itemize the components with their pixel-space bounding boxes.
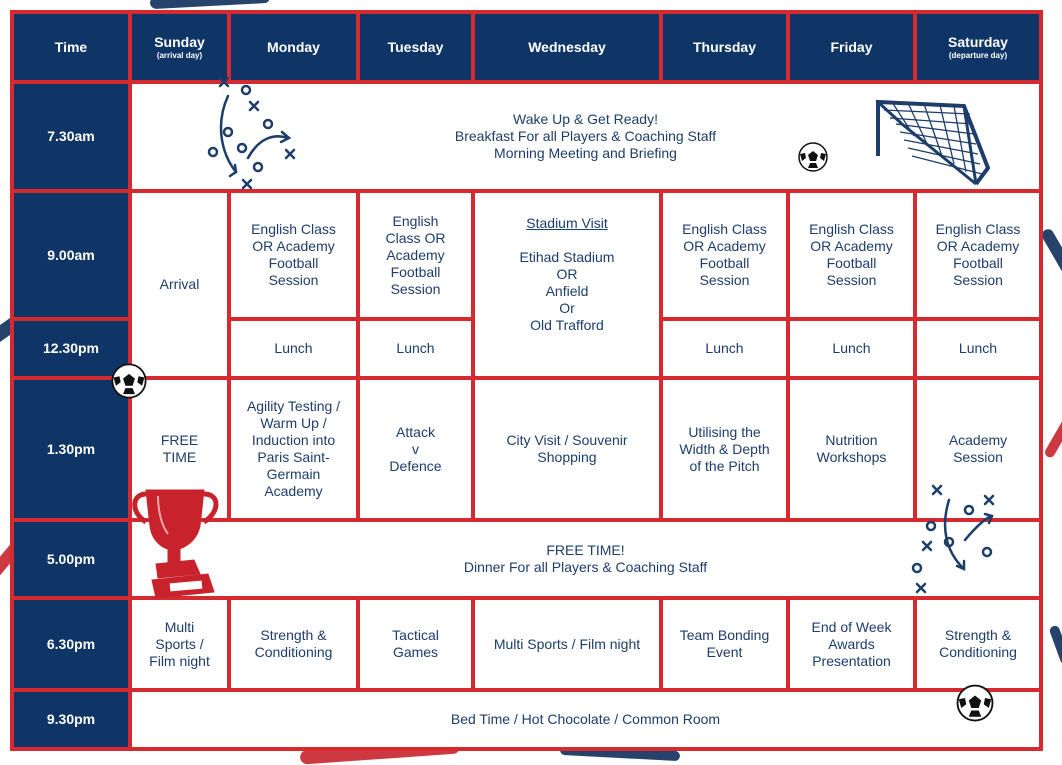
brush-stroke [150,0,270,9]
thursday-evening-cell: Team Bonding Event [663,600,786,688]
sunday-arrival-cell: Arrival [132,193,227,376]
header-thursday: Thursday [663,14,786,80]
header-wednesday: Wednesday [475,14,659,80]
lunch-cell: Lunch [790,321,913,376]
header-friday: Friday [790,14,913,80]
brush-stroke [1043,411,1062,459]
sunday-evening-cell: Multi Sports / Film night [132,600,227,688]
morning-routine-cell: Wake Up & Get Ready! Breakfast For all Players & Coaching Staff Morning Meeting and Briefing [132,84,1039,189]
monday-morning-cell: English Class OR Academy Football Session [231,193,356,317]
brush-stroke [1040,227,1062,285]
wednesday-evening-cell: Multi Sports / Film night [475,600,659,688]
time-slot: 1.30pm [14,380,128,518]
header-sunday: Sunday (arrival day) [132,14,227,80]
sunday-free-time-cell: FREE TIME [132,380,227,518]
tactics-icon [198,72,308,196]
goal-net-icon [872,96,990,188]
saturday-morning-cell: English Class OR Academy Football Session [917,193,1039,317]
tuesday-afternoon-cell: Attack v Defence [360,380,471,518]
header-time: Time [14,14,128,80]
lunch-cell: Lunch [231,321,356,376]
football-icon [797,141,829,173]
lunch-cell: Lunch [360,321,471,376]
bedtime-cell: Bed Time / Hot Chocolate / Common Room [132,692,1039,747]
time-slot: 6.30pm [14,600,128,688]
stadium-visit-title: Stadium Visit [526,215,608,231]
football-icon [955,683,995,723]
time-slot: 9.00am [14,193,128,317]
header-monday: Monday [231,14,356,80]
lunch-cell: Lunch [917,321,1039,376]
friday-morning-cell: English Class OR Academy Football Session [790,193,913,317]
thursday-afternoon-cell: Utilising the Width & Depth of the Pitch [663,380,786,518]
tuesday-evening-cell: Tactical Games [360,600,471,688]
friday-afternoon-cell: Nutrition Workshops [790,380,913,518]
monday-evening-cell: Strength & Conditioning [231,600,356,688]
time-slot: 12.30pm [14,321,128,376]
header-tuesday: Tuesday [360,14,471,80]
wednesday-afternoon-cell: City Visit / Souvenir Shopping [475,380,659,518]
football-icon [110,362,148,400]
saturday-evening-cell: Strength & Conditioning [917,600,1039,688]
tuesday-morning-cell: English Class OR Academy Football Session [360,193,471,317]
time-slot: 9.30pm [14,692,128,747]
lunch-cell: Lunch [663,321,786,376]
header-saturday: Saturday (departure day) [917,14,1039,80]
monday-afternoon-cell: Agility Testing / Warm Up / Induction into Paris Saint-Germain Academy [231,380,356,518]
time-slot: 5.00pm [14,522,128,596]
trophy-icon [128,482,228,600]
stadium-visit-cell: Stadium Visit Etihad Stadium OR Anfield Or Old Trafford [475,193,659,376]
friday-evening-cell: End of Week Awards Presentation [790,600,913,688]
tactics-icon [905,480,1010,598]
time-slot: 7.30am [14,84,128,189]
saturday-afternoon-cell: Academy Session [917,380,1039,518]
brush-stroke [1048,624,1062,665]
evening-dinner-cell: FREE TIME! Dinner For all Players & Coaching Staff [132,522,1039,596]
thursday-morning-cell: English Class OR Academy Football Session [663,193,786,317]
